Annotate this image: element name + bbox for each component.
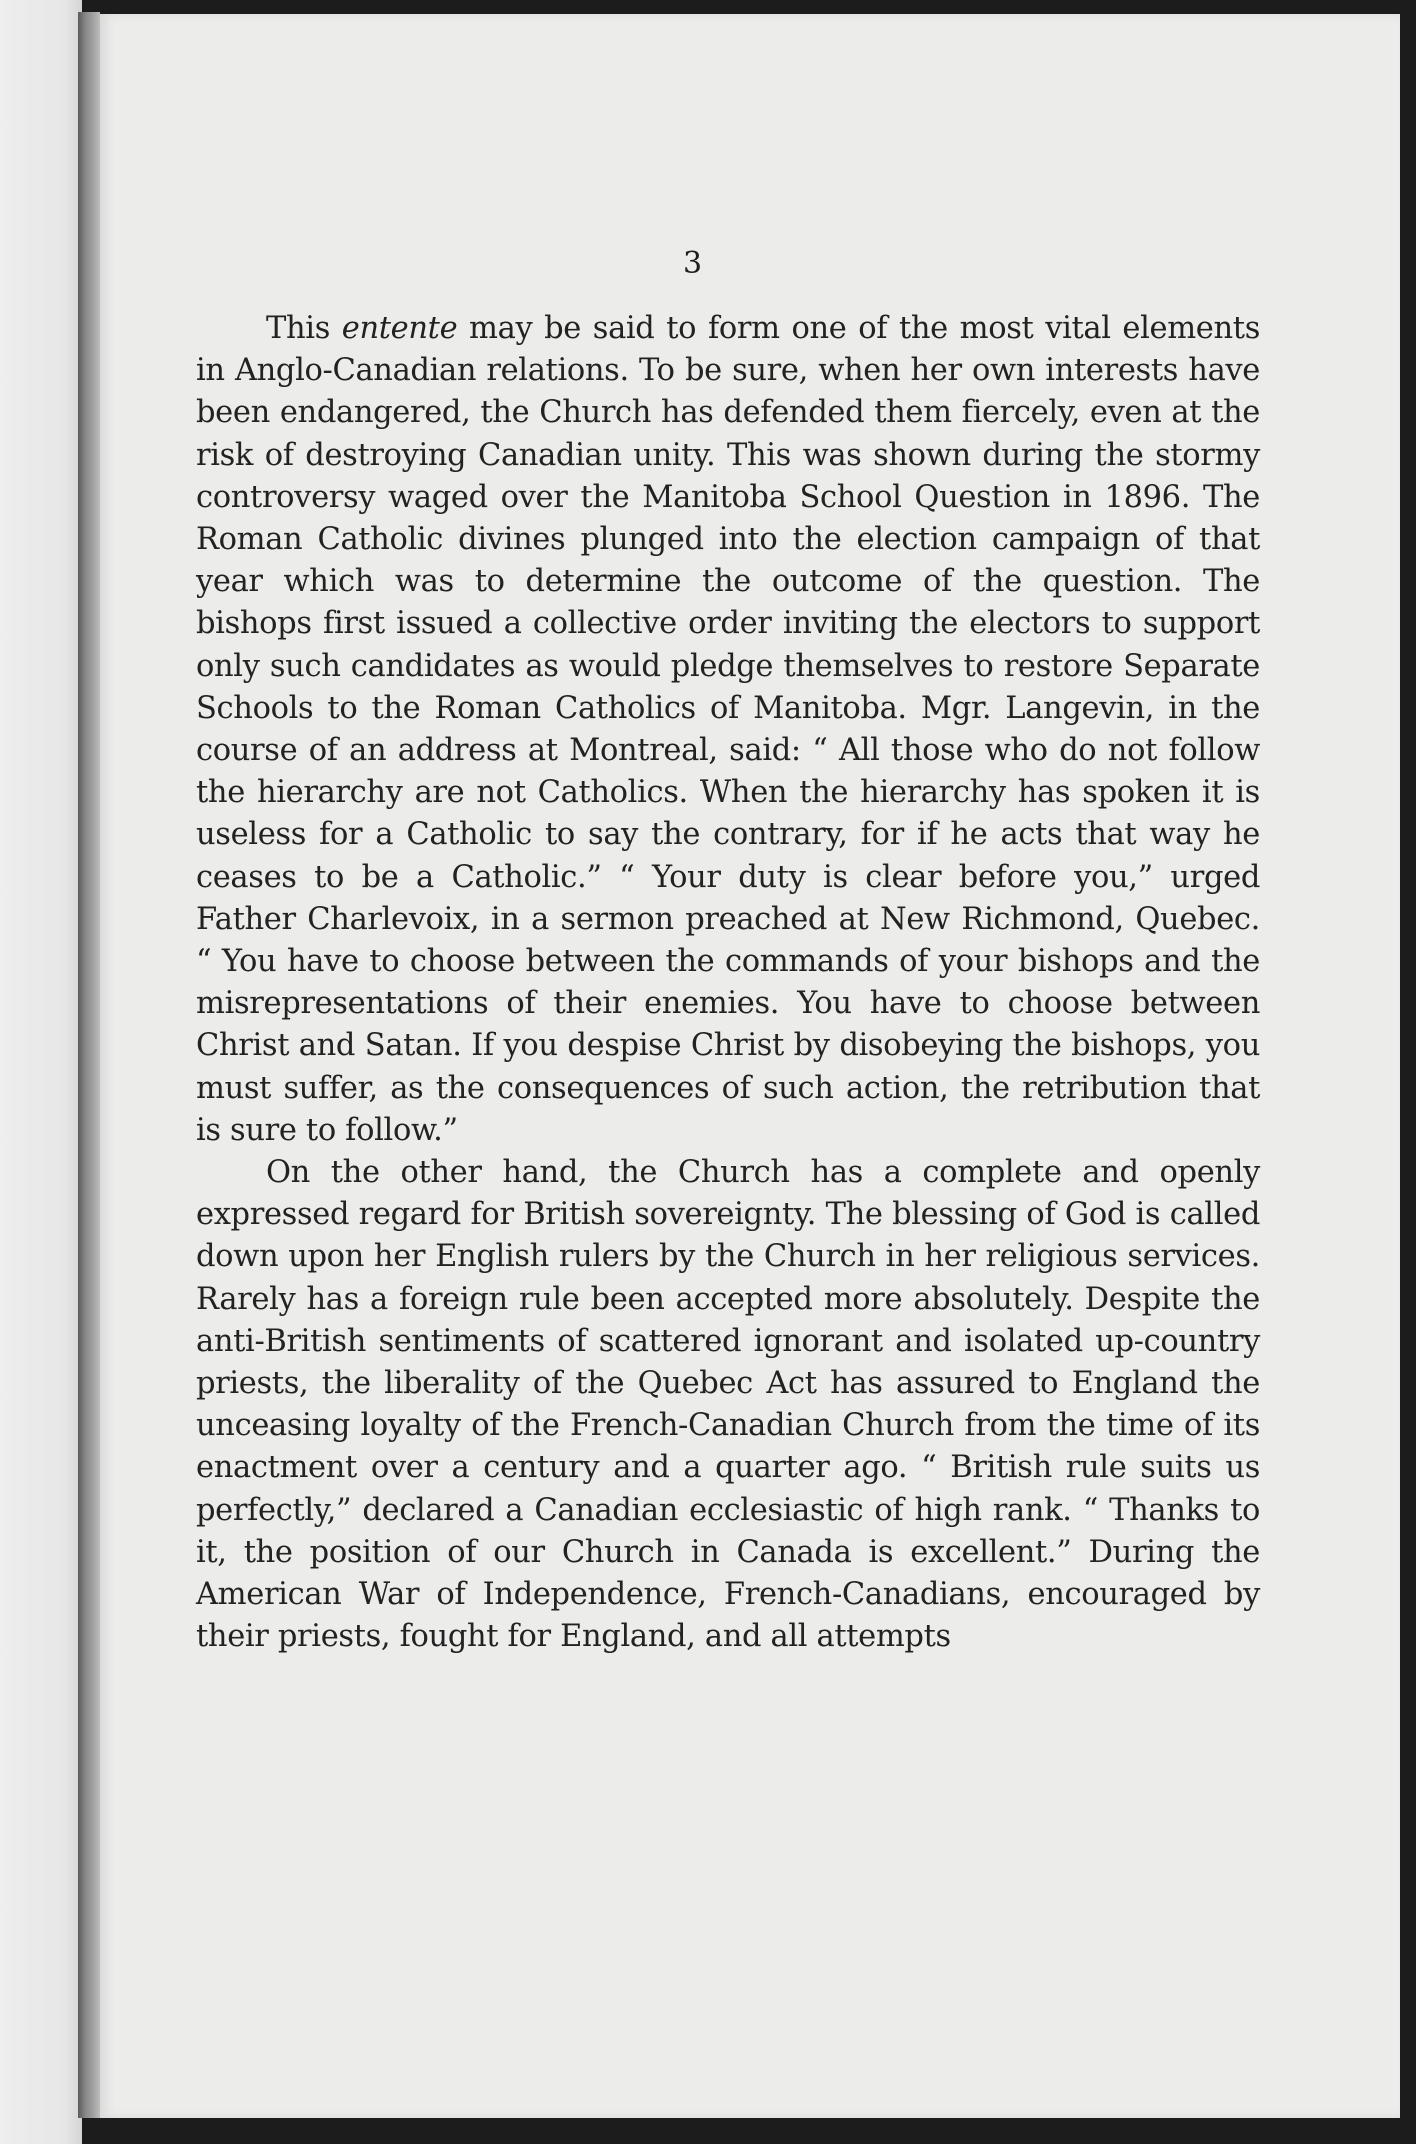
italic-term: entente bbox=[341, 311, 458, 346]
paragraph-british-sovereignty: On the other hand, the Church has a complete and openly expressed regard for British sovereignty. The blessing of God is called down upon her English rulers by the Church in her religious services. Rarely has a foreign rule been accepted more absolutely. Despite the anti-British sentiments of scattered ignorant and isolated up-country priests, the liberality of the Quebec Act has assured to England the unceasing loyalty of the French-Canadian Church from the time of its enactment over a century and a quarter ago. “ British rule suits us perfectly,” declared a Canadian ecclesiastic of high rank. “ Thanks to it, the position of our Church in Canada is excellent.” During the American War of Independence, French-Canadians, encouraged by their priests, fought for England, and all attempts bbox=[196, 1155, 1260, 1655]
paragraph-entente bbox=[196, 308, 1260, 1152]
book-binding-edge bbox=[78, 12, 100, 2118]
page-number: 3 bbox=[682, 246, 703, 281]
paragraph-lead: This bbox=[266, 311, 342, 346]
book-page bbox=[100, 14, 1400, 2118]
body-text bbox=[196, 308, 1260, 1659]
paragraph-body: may be said to form one of the most vital elements in Anglo-Canadian relations. To be sure, when her own interests have been endangered, the Church has defended them fiercely, even at the risk of destroying Canadian unity. This was shown during the stormy controversy waged over the Manitoba School Question in 1896. The Roman Catholic divines plunged into the election campaign of that year which was to determine the outcome of the question. The bishops first issued a collective order inviting the electors to support only such candidates as would pledge themselves to restore Separate Schools to the Roman Catholics of Manitoba. Mgr. Langevin, in the course of an address at Montreal, said: “ All those who do not follow the hierarchy are not Catholics. When the hierarchy has spoken it is useless for a Catholic to say the contrary, for if he acts that way he ceases to be a Catholic.” “ Your duty is clear before you,” urged Father Charlevoix, in a sermon preached at New Richmond, Quebec. “ You have to choose between the commands of your bishops and the misrepresentations of their enemies. You have to choose between Christ and Satan. If you despise Christ by disobeying the bishops, you must suffer, as the consequences of such action, the retribution that is sure to follow.” bbox=[196, 311, 1261, 1148]
left-margin bbox=[0, 0, 82, 2144]
